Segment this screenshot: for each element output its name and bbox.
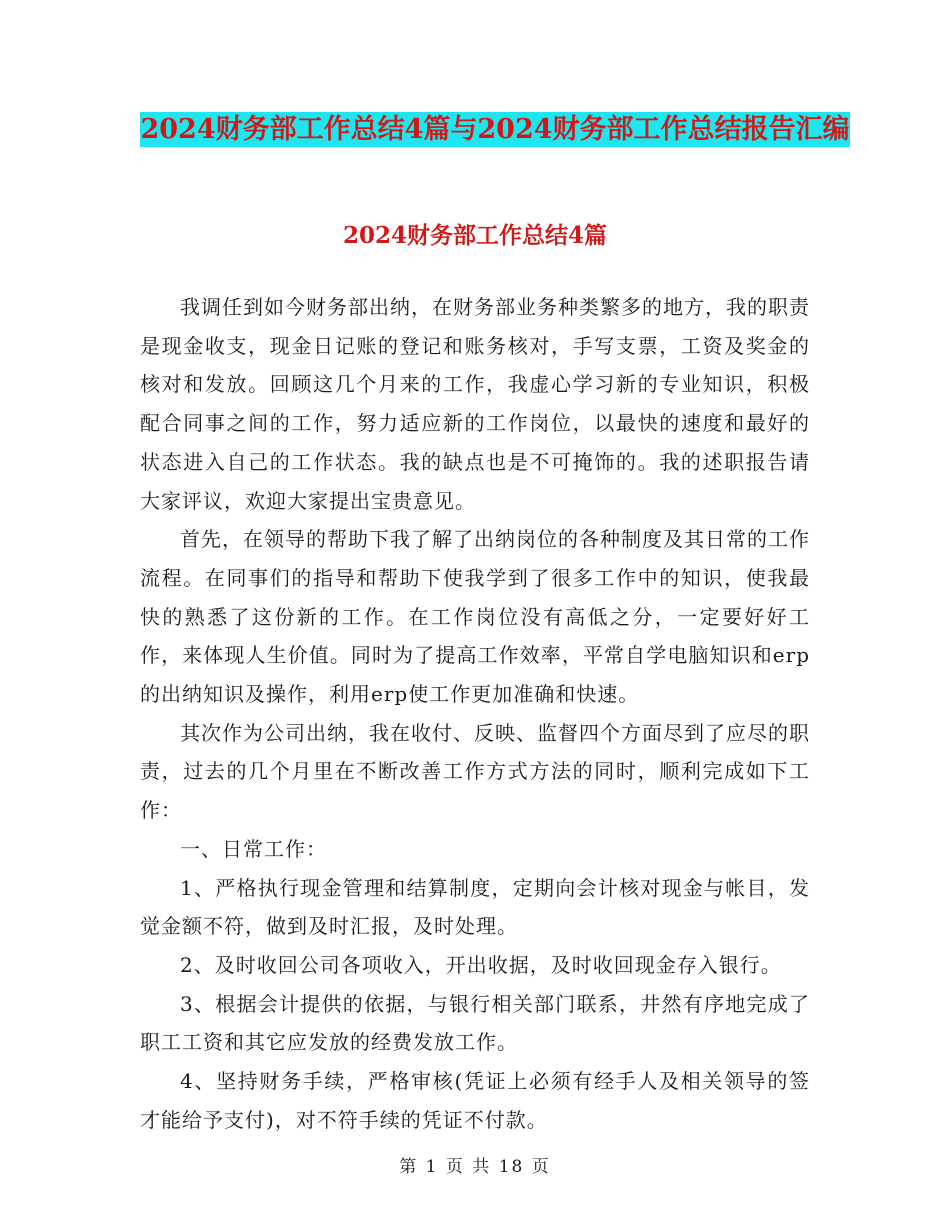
document-title-highlight: 2024财务部工作总结4篇与2024财务部工作总结报告汇编 [140,114,850,145]
paragraph: 我调任到如今财务部出纳，在财务部业务种类繁多的地方，我的职责是现金收支，现金日记账的登记和账务核对，手写支票，工资及奖金的核对和发放。回顾这几个月来的工作，我虚心学习新的专业知识，积极配合同事之间的工作，努力适应新的工作岗位，以最快的速度和最好的状态进入自己的工作状态。我的缺点也是不可掩饰的。我的述职报告请大家评议，欢迎大家提出宝贵意见。 [140,295,810,513]
paragraph: 3、根据会计提供的依据，与银行相关部门联系，井然有序地完成了职工工资和其它应发放的经费发放工作。 [140,991,810,1055]
paragraph: 4、坚持财务手续，严格审核(凭证上必须有经手人及相关领导的签才能给予支付)，对不符手续的凭证不付款。 [140,1069,810,1132]
document-title [140,108,850,152]
section-title: 2024财务部工作总结4篇 [342,222,608,249]
document-body [140,288,810,1139]
paragraph: 1、严格执行现金管理和结算制度，定期向会计核对现金与帐目，发觉金额不符，做到及时汇报，及时处理。 [140,875,810,939]
paragraph: 2、及时收回公司各项收入，开出收据，及时收回现金存入银行。 [180,952,782,977]
page-number-footer: 第 1 页 共 18 页 [399,1157,551,1177]
paragraph: 首先，在领导的帮助下我了解了出纳岗位的各种制度及其日常的工作流程。在同事们的指导和帮助下使我学到了很多工作中的知识，使我最快的熟悉了这份新的工作。在工作岗位没有高低之分，一定要好好工作，来体现人生价值。同时为了提高工作效率，平常自学电脑知识和erp的出纳知识及操作，利用erp使工作更加准确和快速。 [140,527,810,707]
paragraph: 一、日常工作： [180,836,327,861]
paragraph: 其次作为公司出纳，我在收付、反映、监督四个方面尽到了应尽的职责，过去的几个月里在不断改善工作方式方法的同时，顺利完成如下工作： [140,720,810,823]
